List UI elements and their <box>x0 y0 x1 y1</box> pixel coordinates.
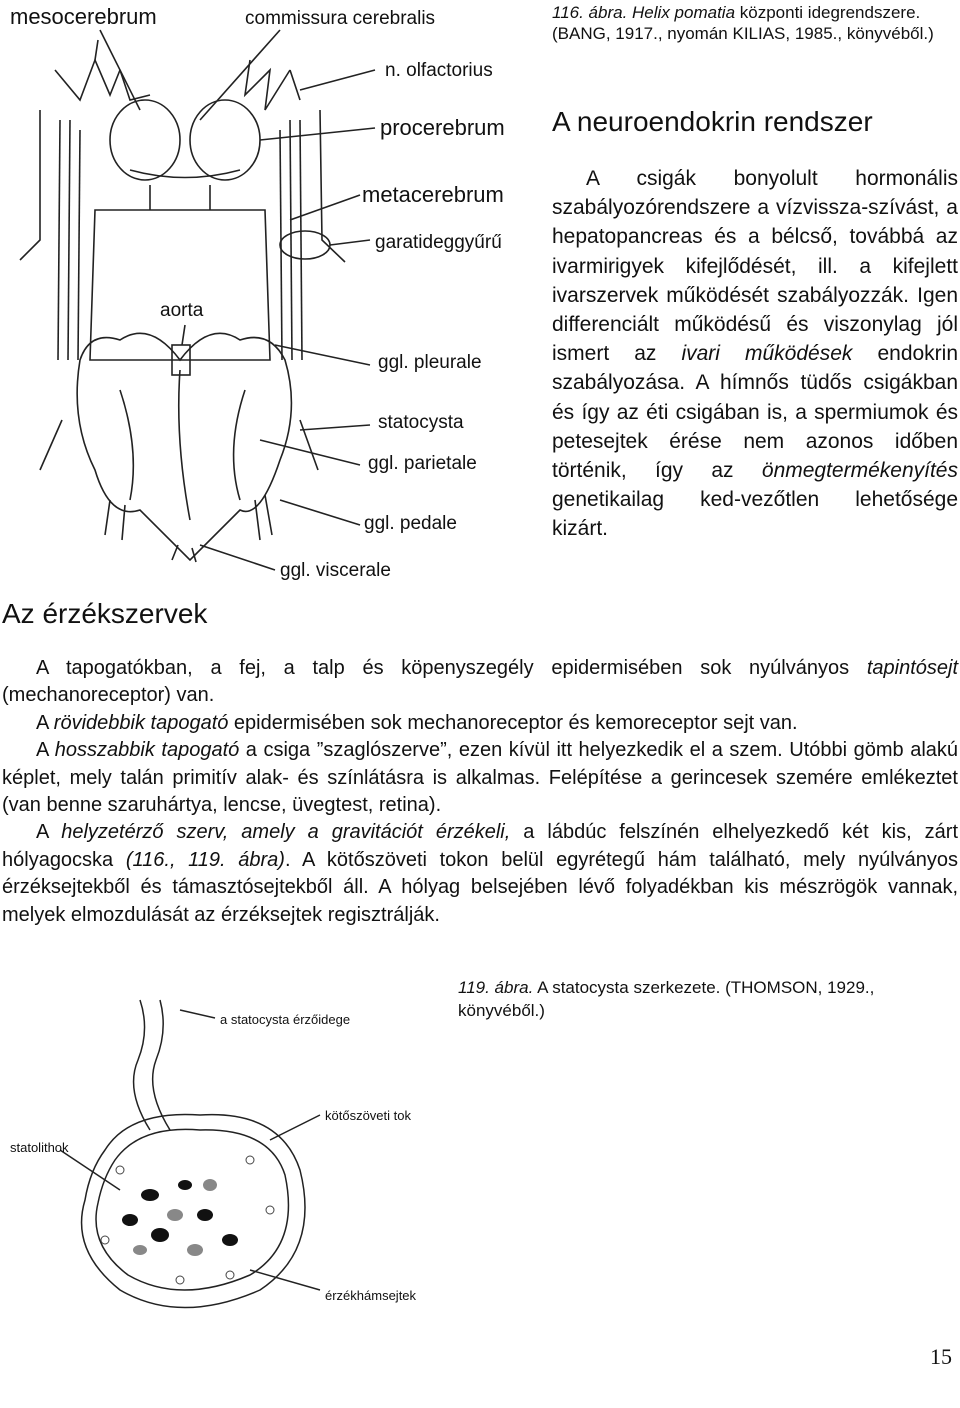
senses-paragraph-3 <box>2 737 958 819</box>
neuro-text-3: genetikailag ked-vezőtlen lehetősége kizárt. <box>552 488 958 541</box>
figure-119-caption <box>458 976 958 1022</box>
senses-p4-text-c: . A kötőszöveti tokon belül egyrétegű hám található, mely nyúlványos érzéksejtekből és támasztósejtekből áll. A hólyag belsejében lévő folyadékban kis mészrögök vannak, melyek elmozdulását az érzéksejtek regisztrálják. <box>2 848 959 926</box>
section-heading-neuroendokrin: A neuroendokrin rendszer <box>552 106 873 137</box>
senses-p3-text: A <box>36 739 55 762</box>
label-erzekhamsejtek: érzékhámsejtek <box>325 1288 417 1303</box>
senses-p1-em: tapintósejt <box>866 657 958 679</box>
nervous-system-drawing <box>0 0 540 590</box>
paragraph-neuroendokrin <box>552 164 958 544</box>
label-kotoszoveti-tok: kötőszöveti tok <box>325 1108 411 1123</box>
label-erzoideg: a statocysta érzőidege <box>220 1012 351 1027</box>
label-ggl-parietale: ggl. parietale <box>368 453 477 474</box>
figure-119 <box>0 990 460 1320</box>
figure-116-caption <box>552 2 952 44</box>
label-statolithok: statolithok <box>10 1140 69 1155</box>
senses-p2-text-b: epidermisében sok mechanoreceptor és kemoreceptor sejt van. <box>228 711 798 734</box>
neuro-em-1: ivari működések <box>681 342 853 366</box>
senses-p2-em: rövidebbik tapogató <box>53 711 229 734</box>
senses-p3-text-b: a csiga ”szaglószerve”, ezen kívül itt helyezkedik el a szem. Utóbbi gömb alakú képlet, mely talán primitív alak- és színlátásra is alkalmas. Felépítése a gerincesek szemére emlékeztet (van benne szaruhártya, lencse, üvegtest, retina). <box>2 739 959 817</box>
neuro-text-1: A csigák bonyolult hormonális szabályozórendszere a vízvissza-szívást, a hepatopancreas és a bélcső, továbbá az ivarmirigyek kifejlődését, ill. a kifejlett ivarszervek működését szabályozzák. Igen differenciált működésű és viszonylag jól ismert az <box>552 167 958 366</box>
senses-p4-text-b: a lábdúc felszínén elhelyezkedő két kis, zárt hólyagocska <box>2 821 958 871</box>
label-statocysta: statocysta <box>378 412 464 433</box>
senses-p2-text: A <box>36 711 54 734</box>
label-ggl-pedale: ggl. pedale <box>364 513 457 534</box>
neuro-em-2: önmegtermékenyítés <box>761 459 958 483</box>
label-metacerebrum: metacerebrum <box>362 182 504 207</box>
label-commissura: commissura cerebralis <box>245 8 436 29</box>
senses-paragraph-4 <box>2 819 958 929</box>
caption2-number: 119. ábra. <box>458 978 534 997</box>
label-ggl-pleurale: ggl. pleurale <box>378 352 482 373</box>
section-heading-erzekszervek: Az érzékszervek <box>2 598 208 629</box>
senses-p4-em: helyzetérző szerv, amely a gravitációt érzékeli, <box>61 821 511 844</box>
senses-p3-em: hosszabbik tapogató <box>54 739 240 762</box>
caption-number: 116. ábra. <box>552 3 628 22</box>
caption-text: központi idegrendszere. (BANG, 1917., nyomán KILIAS, 1985., könyvéből.) <box>552 3 934 43</box>
senses-paragraph-2 <box>2 710 958 737</box>
label-ggl-viscerale: ggl. viscerale <box>280 560 391 581</box>
senses-paragraph-1 <box>2 655 958 710</box>
senses-p1-text-b: (mechanoreceptor) van. <box>2 684 215 707</box>
label-mesocerebrum: mesocerebrum <box>10 4 157 29</box>
senses-body <box>2 655 958 929</box>
statocyst-drawing <box>0 990 460 1320</box>
caption2-text: A statocysta szerkezete. (THOMSON, 1929., könyvéből.) <box>458 978 875 1020</box>
senses-p1-text: A tapogatókban, a fej, a talp és köpenyszegély epidermisében sok nyúlványos <box>36 657 867 679</box>
figure-116 <box>0 0 540 590</box>
page-number: 15 <box>930 1344 952 1369</box>
label-aorta: aorta <box>160 300 204 321</box>
label-olfactorius: n. olfactorius <box>385 60 493 81</box>
label-garatideggyuru: garatideggyűrű <box>375 232 502 253</box>
senses-p4-text: A <box>36 821 62 844</box>
senses-p4-em2: (116., 119. ábra) <box>125 848 285 871</box>
neuro-text-2: endokrin szabályozása. A hímnős tüdős csigákban és így az éti csigában is, a spermiumok és petesejtek érése nem azonos időben történik, így az <box>552 342 959 483</box>
caption-species: Helix pomatia <box>632 3 736 22</box>
label-procerebrum: procerebrum <box>380 115 505 140</box>
